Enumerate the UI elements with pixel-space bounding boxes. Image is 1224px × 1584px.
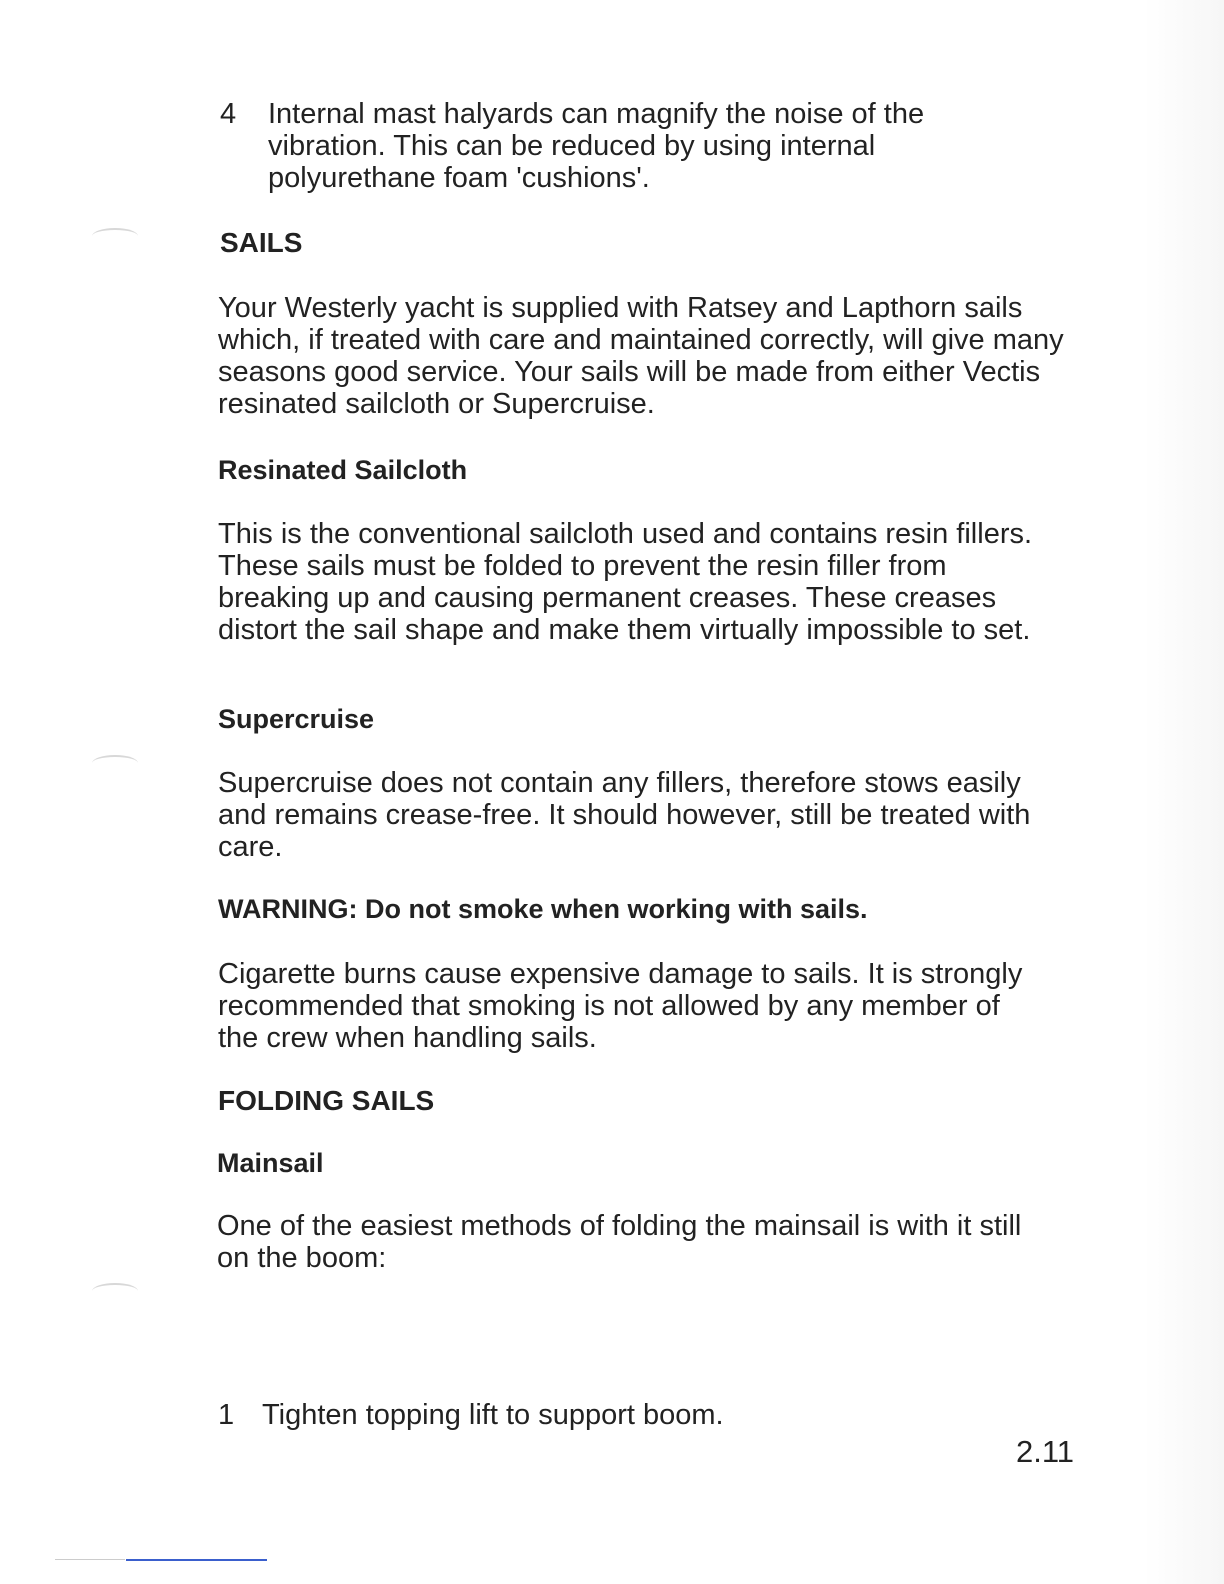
- footer-line-gray: [55, 1559, 125, 1560]
- paragraph-supercruise: Supercruise does not contain any fillers, therefore stows easily and remains crease-free. It should however, still be treated with care.: [218, 767, 1031, 863]
- heading-folding-sails: FOLDING SAILS: [218, 1085, 435, 1116]
- numbered-item-1: [218, 1399, 1022, 1431]
- heading-mainsail: Mainsail: [217, 1148, 324, 1178]
- punch-hole-mark: [92, 755, 138, 771]
- paragraph-resinated: This is the conventional sailcloth used and contains resin fillers. These sails must be folded to prevent the resin filler from breaking up and causing permanent creases. These creases distort the sail shape and make them virtually impossible to set.: [218, 518, 1033, 646]
- heading-resinated-sailcloth: Resinated Sailcloth: [218, 455, 468, 485]
- item-number: 4: [220, 98, 237, 130]
- footer-line-blue: [126, 1559, 267, 1561]
- paragraph-mainsail: One of the easiest methods of folding the mainsail is with it still on the boom:: [217, 1210, 1022, 1274]
- scan-edge-shading: [1144, 0, 1224, 1584]
- item-text: Tighten topping lift to support boom.: [262, 1399, 724, 1431]
- heading-warning: WARNING: Do not smoke when working with sails.: [218, 894, 868, 924]
- item-text: Internal mast halyards can magnify the noise of the vibration. This can be reduced by using internal polyurethane foam 'cushions'.: [268, 98, 925, 194]
- page-number: 2.11: [1016, 1434, 1075, 1469]
- heading-supercruise: Supercruise: [218, 704, 375, 734]
- item-number: 1: [218, 1399, 235, 1431]
- paragraph-sails: Your Westerly yacht is supplied with Ratsey and Lapthorn sails which, if treated with care and maintained correctly, will give many seasons good service. Your sails will be made from either Vectis resinated sailcloth or Supercruise.: [218, 292, 1064, 420]
- punch-hole-mark: [92, 1283, 138, 1299]
- paragraph-warning: Cigarette burns cause expensive damage to sails. It is strongly recommended that smoking is not allowed by any member of the crew when handling sails.: [218, 958, 1023, 1054]
- numbered-item-4: [220, 98, 1028, 194]
- punch-hole-mark: [92, 228, 138, 244]
- heading-sails: SAILS: [220, 227, 303, 258]
